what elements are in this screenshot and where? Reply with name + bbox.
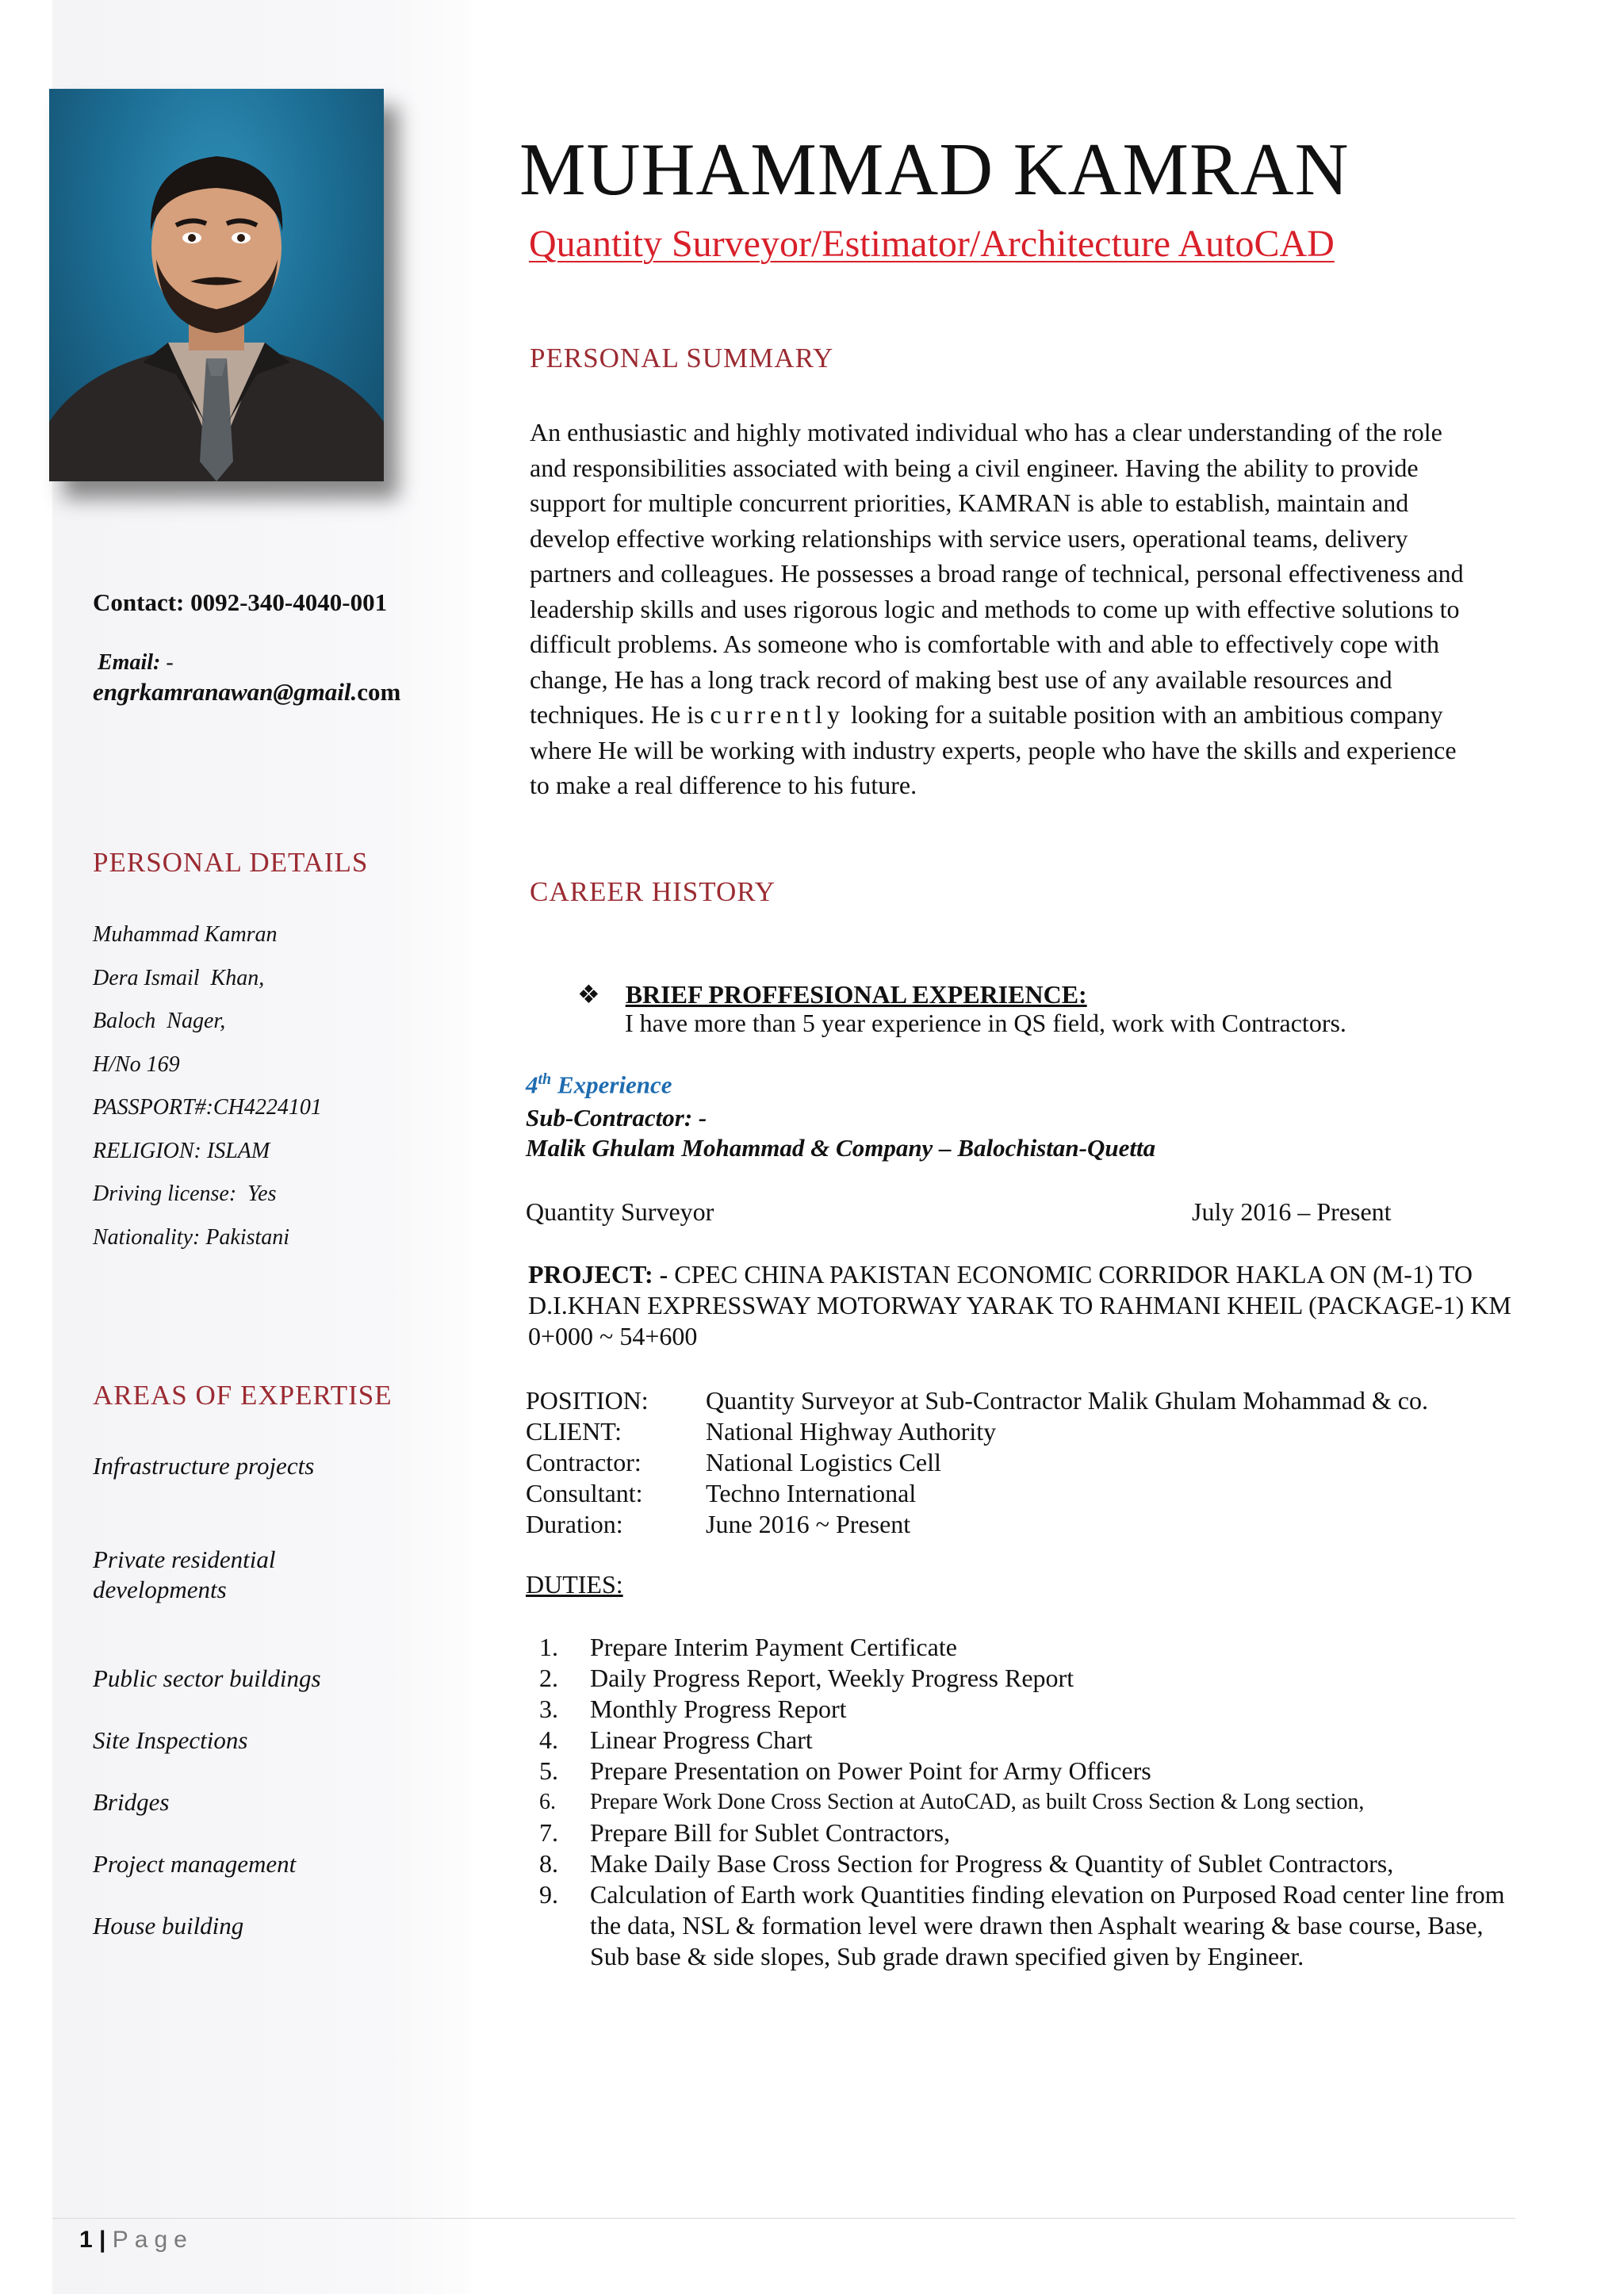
candidate-name: MUHAMMAD KAMRAN: [519, 128, 1350, 211]
duty-number: 1.: [539, 1633, 558, 1661]
personal-detail-house: H/No 169: [93, 1051, 180, 1077]
duty-text: Calculation of Earth work Quantities finding elevation on Purposed Road center line from the data, NSL & formation level were drawn then Asphalt wearing & base course, Base, Sub base & side slopes, Sub grade drawn specified given by Engineer.: [590, 1880, 1505, 1970]
duty-text: Prepare Interim Payment Certificate: [590, 1633, 957, 1661]
experience-number: [526, 1070, 672, 1099]
personal-detail-nationality: Nationality: Pakistani: [93, 1224, 290, 1250]
duty-number: 5.: [539, 1756, 558, 1785]
duty-item: [539, 1848, 1522, 1879]
duty-number: 9.: [539, 1880, 558, 1909]
info-key: POSITION:: [526, 1386, 649, 1415]
email-label-text: Email:: [98, 650, 161, 675]
info-row-contractor: [526, 1447, 1428, 1478]
duty-number: 2.: [539, 1664, 558, 1692]
duties-heading: DUTIES:: [526, 1570, 623, 1599]
brief-experience-text: I have more than 5 year experience in QS field, work with Contractors.: [625, 1009, 1346, 1037]
email-user: engrkamranawan@gmail.: [93, 678, 358, 706]
duty-number: 4.: [539, 1725, 558, 1754]
personal-detail-area: Baloch Nager,: [93, 1009, 226, 1033]
duty-text: Monthly Progress Report: [590, 1695, 847, 1723]
contact-phone: Contact: 0092-340-4040-001: [93, 588, 388, 616]
info-value: National Highway Authority: [706, 1417, 997, 1446]
duty-item: [539, 1787, 1522, 1817]
duty-item: [539, 1817, 1522, 1848]
info-row-consultant: [526, 1478, 1428, 1509]
page-separator: |: [92, 2227, 113, 2253]
email-label: [98, 650, 174, 676]
duty-text: Prepare Bill for Sublet Contractors,: [590, 1818, 951, 1847]
duty-text: Make Daily Base Cross Section for Progress & Quantity of Sublet Contractors,: [590, 1849, 1394, 1878]
expertise-item: House building: [93, 1912, 244, 1940]
expertise-item: Bridges: [93, 1788, 170, 1816]
duty-item: [539, 1725, 1522, 1756]
duty-item: [539, 1756, 1522, 1787]
personal-details-list: [93, 913, 322, 1259]
page-number: 1: [79, 2227, 93, 2253]
duty-item: [539, 1663, 1522, 1694]
experience-ordinal: 4: [526, 1070, 538, 1099]
info-row-position: [526, 1385, 1428, 1416]
expertise-item: Private residential developments: [93, 1545, 276, 1603]
job-dates: July 2016 – Present: [1192, 1197, 1392, 1226]
personal-detail-name: Muhammad Kamran: [93, 922, 278, 947]
summary-part-1: An enthusiastic and highly motivated individual who has a clear understanding of the role and responsibilities associated with being a civil engineer. Having the ability to provide support for multiple concurrent priorities, KAMRAN is able to establish, maintain and develop effective working relationships with service users, operational teams, delivery partners and colleagues. He possesses a broad range of technical, personal effectiveness and leadership skills and uses rigorous logic and methods to come up with effective solutions to difficult problems. As someone who is comfortable with and able to effectively cope with change, He has a long track record of making best use of any available resources and techniques. He is: [530, 418, 1464, 729]
duty-number: 8.: [539, 1849, 558, 1878]
project-label: PROJECT: -: [528, 1260, 668, 1289]
project-description: [528, 1259, 1519, 1352]
profile-photo: [49, 89, 384, 481]
company-name: Malik Ghulam Mohammad & Company – Balochistan-Quetta: [526, 1134, 1156, 1162]
email-label-dash: -: [160, 650, 174, 675]
duty-text: Daily Progress Report, Weekly Progress Report: [590, 1664, 1074, 1692]
summary-part-2: looking for a suitable position with an ambitious company where He will be working with industry experts, people who have the skills and experience to make a real difference to his future.: [530, 700, 1457, 799]
summary-spaced-word: currently: [710, 700, 845, 729]
info-value: June 2016 ~ Present: [706, 1510, 911, 1538]
experience-label: Experience: [551, 1070, 672, 1099]
email-tld: com: [357, 678, 401, 706]
footer-divider: [52, 2218, 1515, 2219]
career-history-heading: CAREER HISTORY: [530, 876, 776, 907]
expertise-item: Public sector buildings: [93, 1664, 321, 1692]
duty-number: 7.: [539, 1818, 558, 1847]
expertise-item: Infrastructure projects: [93, 1452, 315, 1480]
duties-list: [539, 1632, 1522, 1972]
duty-text: Prepare Presentation on Power Point for Army Officers: [590, 1756, 1151, 1785]
duty-text: Linear Progress Chart: [590, 1725, 813, 1754]
experience-ordinal-suffix: th: [538, 1070, 552, 1088]
duty-number: 3.: [539, 1695, 558, 1723]
info-key: Duration:: [526, 1510, 623, 1538]
info-key: Contractor:: [526, 1448, 642, 1476]
page-label: Page: [112, 2227, 193, 2253]
page-footer: [79, 2227, 193, 2254]
brief-experience-heading: [577, 979, 1087, 1009]
personal-detail-city: Dera Ismail Khan,: [93, 965, 265, 990]
duty-item: [539, 1879, 1522, 1972]
job-title: Quantity Surveyor: [526, 1197, 714, 1226]
info-row-duration: [526, 1509, 1428, 1540]
duty-item: [539, 1694, 1522, 1725]
info-value: Quantity Surveyor at Sub-Contractor Malik Ghulam Mohammad & co.: [706, 1386, 1428, 1415]
expertise-heading: AREAS OF EXPERTISE: [93, 1380, 393, 1411]
portrait-illustration: [49, 89, 384, 481]
brief-experience-title: BRIEF PROFFESIONAL EXPERIENCE:: [625, 980, 1087, 1009]
personal-detail-license: Driving license: Yes: [93, 1181, 277, 1206]
diamond-bullet-icon: ❖: [577, 980, 600, 1009]
info-key: Consultant:: [526, 1479, 643, 1507]
subcontractor-label: Sub-Contractor: -: [526, 1104, 707, 1132]
info-value: National Logistics Cell: [706, 1448, 941, 1476]
duty-number: 6.: [539, 1790, 556, 1814]
expertise-item: Site Inspections: [93, 1726, 248, 1754]
info-row-client: [526, 1416, 1428, 1447]
personal-detail-religion: RELIGION: ISLAM: [93, 1138, 270, 1163]
duty-text: Prepare Work Done Cross Section at AutoCAD, as built Cross Section & Long section,: [590, 1790, 1365, 1814]
personal-detail-passport: PASSPORT#:CH4224101: [93, 1095, 322, 1120]
project-info-table: [526, 1385, 1428, 1540]
email-address: [93, 678, 400, 707]
expertise-item: Project management: [93, 1850, 297, 1878]
personal-summary-heading: PERSONAL SUMMARY: [530, 343, 834, 373]
duty-item: [539, 1632, 1522, 1663]
info-value: Techno International: [706, 1479, 917, 1507]
personal-details-heading: PERSONAL DETAILS: [93, 847, 369, 878]
project-text: CPEC CHINA PAKISTAN ECONOMIC CORRIDOR HAKLA ON (M-1) TO D.I.KHAN EXPRESSWAY MOTORWAY YARAK TO RAHMANI KHEIL (PACKAGE-1) KM 0+000 ~ 54+600: [528, 1260, 1511, 1350]
info-key: CLIENT:: [526, 1417, 622, 1446]
personal-summary-text: [530, 415, 1481, 803]
job-headline: Quantity Surveyor/Estimator/Architecture AutoCAD: [529, 223, 1335, 265]
